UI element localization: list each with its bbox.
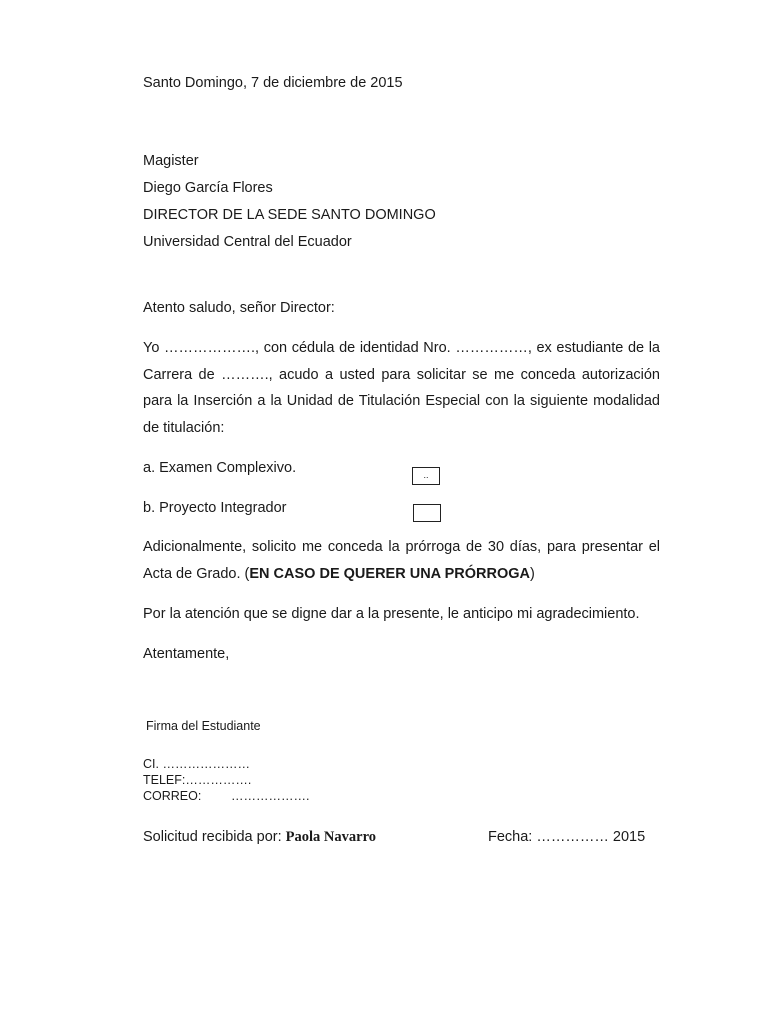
option-a-label: a. Examen Complexivo.	[143, 460, 297, 476]
received-label: Solicitud recibida por:	[143, 829, 286, 845]
recipient-institution: Universidad Central del Ecuador	[143, 234, 352, 250]
recipient-name: Diego García Flores	[143, 180, 273, 196]
extension-emphasis: EN CASO DE QUERER UNA PRÓRROGA	[249, 565, 531, 582]
correo-label: CORREO:	[143, 789, 202, 803]
recipient-title: Magister	[143, 153, 199, 169]
extension-close: )	[530, 565, 535, 582]
option-a-checkbox[interactable]: ..	[412, 467, 440, 485]
ci-line: CI. …………………	[143, 757, 250, 771]
greeting: Atento saludo, señor Director:	[143, 300, 335, 316]
signature-label: Firma del Estudiante	[146, 719, 261, 733]
option-b-label: b. Proyecto Integrador	[143, 500, 287, 516]
option-b-checkbox[interactable]	[413, 504, 441, 522]
date-line: Santo Domingo, 7 de diciembre de 2015	[143, 75, 403, 91]
request-paragraph: Yo ………………., con cédula de identidad Nro. ……………, ex estudiante de la Carrera de ………., acudo a usted para solicitar se me conceda autorización para la Inserción a la Unidad de Titulación Especial con la siguiente modalidad de titulación:	[143, 340, 660, 436]
extension-paragraph	[143, 534, 660, 587]
thanks-paragraph: Por la atención que se digne dar a la presente, le anticipo mi agradecimiento.	[143, 606, 640, 622]
telef-line: TELEF:…………….	[143, 773, 252, 787]
extension-text: Adicionalmente, solicito me conceda la prórroga de 30 días, para presentar el Acta de Grado. (	[143, 539, 660, 582]
recipient-position: DIRECTOR DE LA SEDE SANTO DOMINGO	[143, 207, 436, 223]
received-name: Paola Navarro	[285, 829, 377, 845]
correo-value: ……………….	[231, 789, 310, 803]
closing: Atentamente,	[143, 646, 230, 662]
received-line	[143, 827, 376, 847]
fecha-line: Fecha: …………… 2015	[488, 829, 646, 845]
